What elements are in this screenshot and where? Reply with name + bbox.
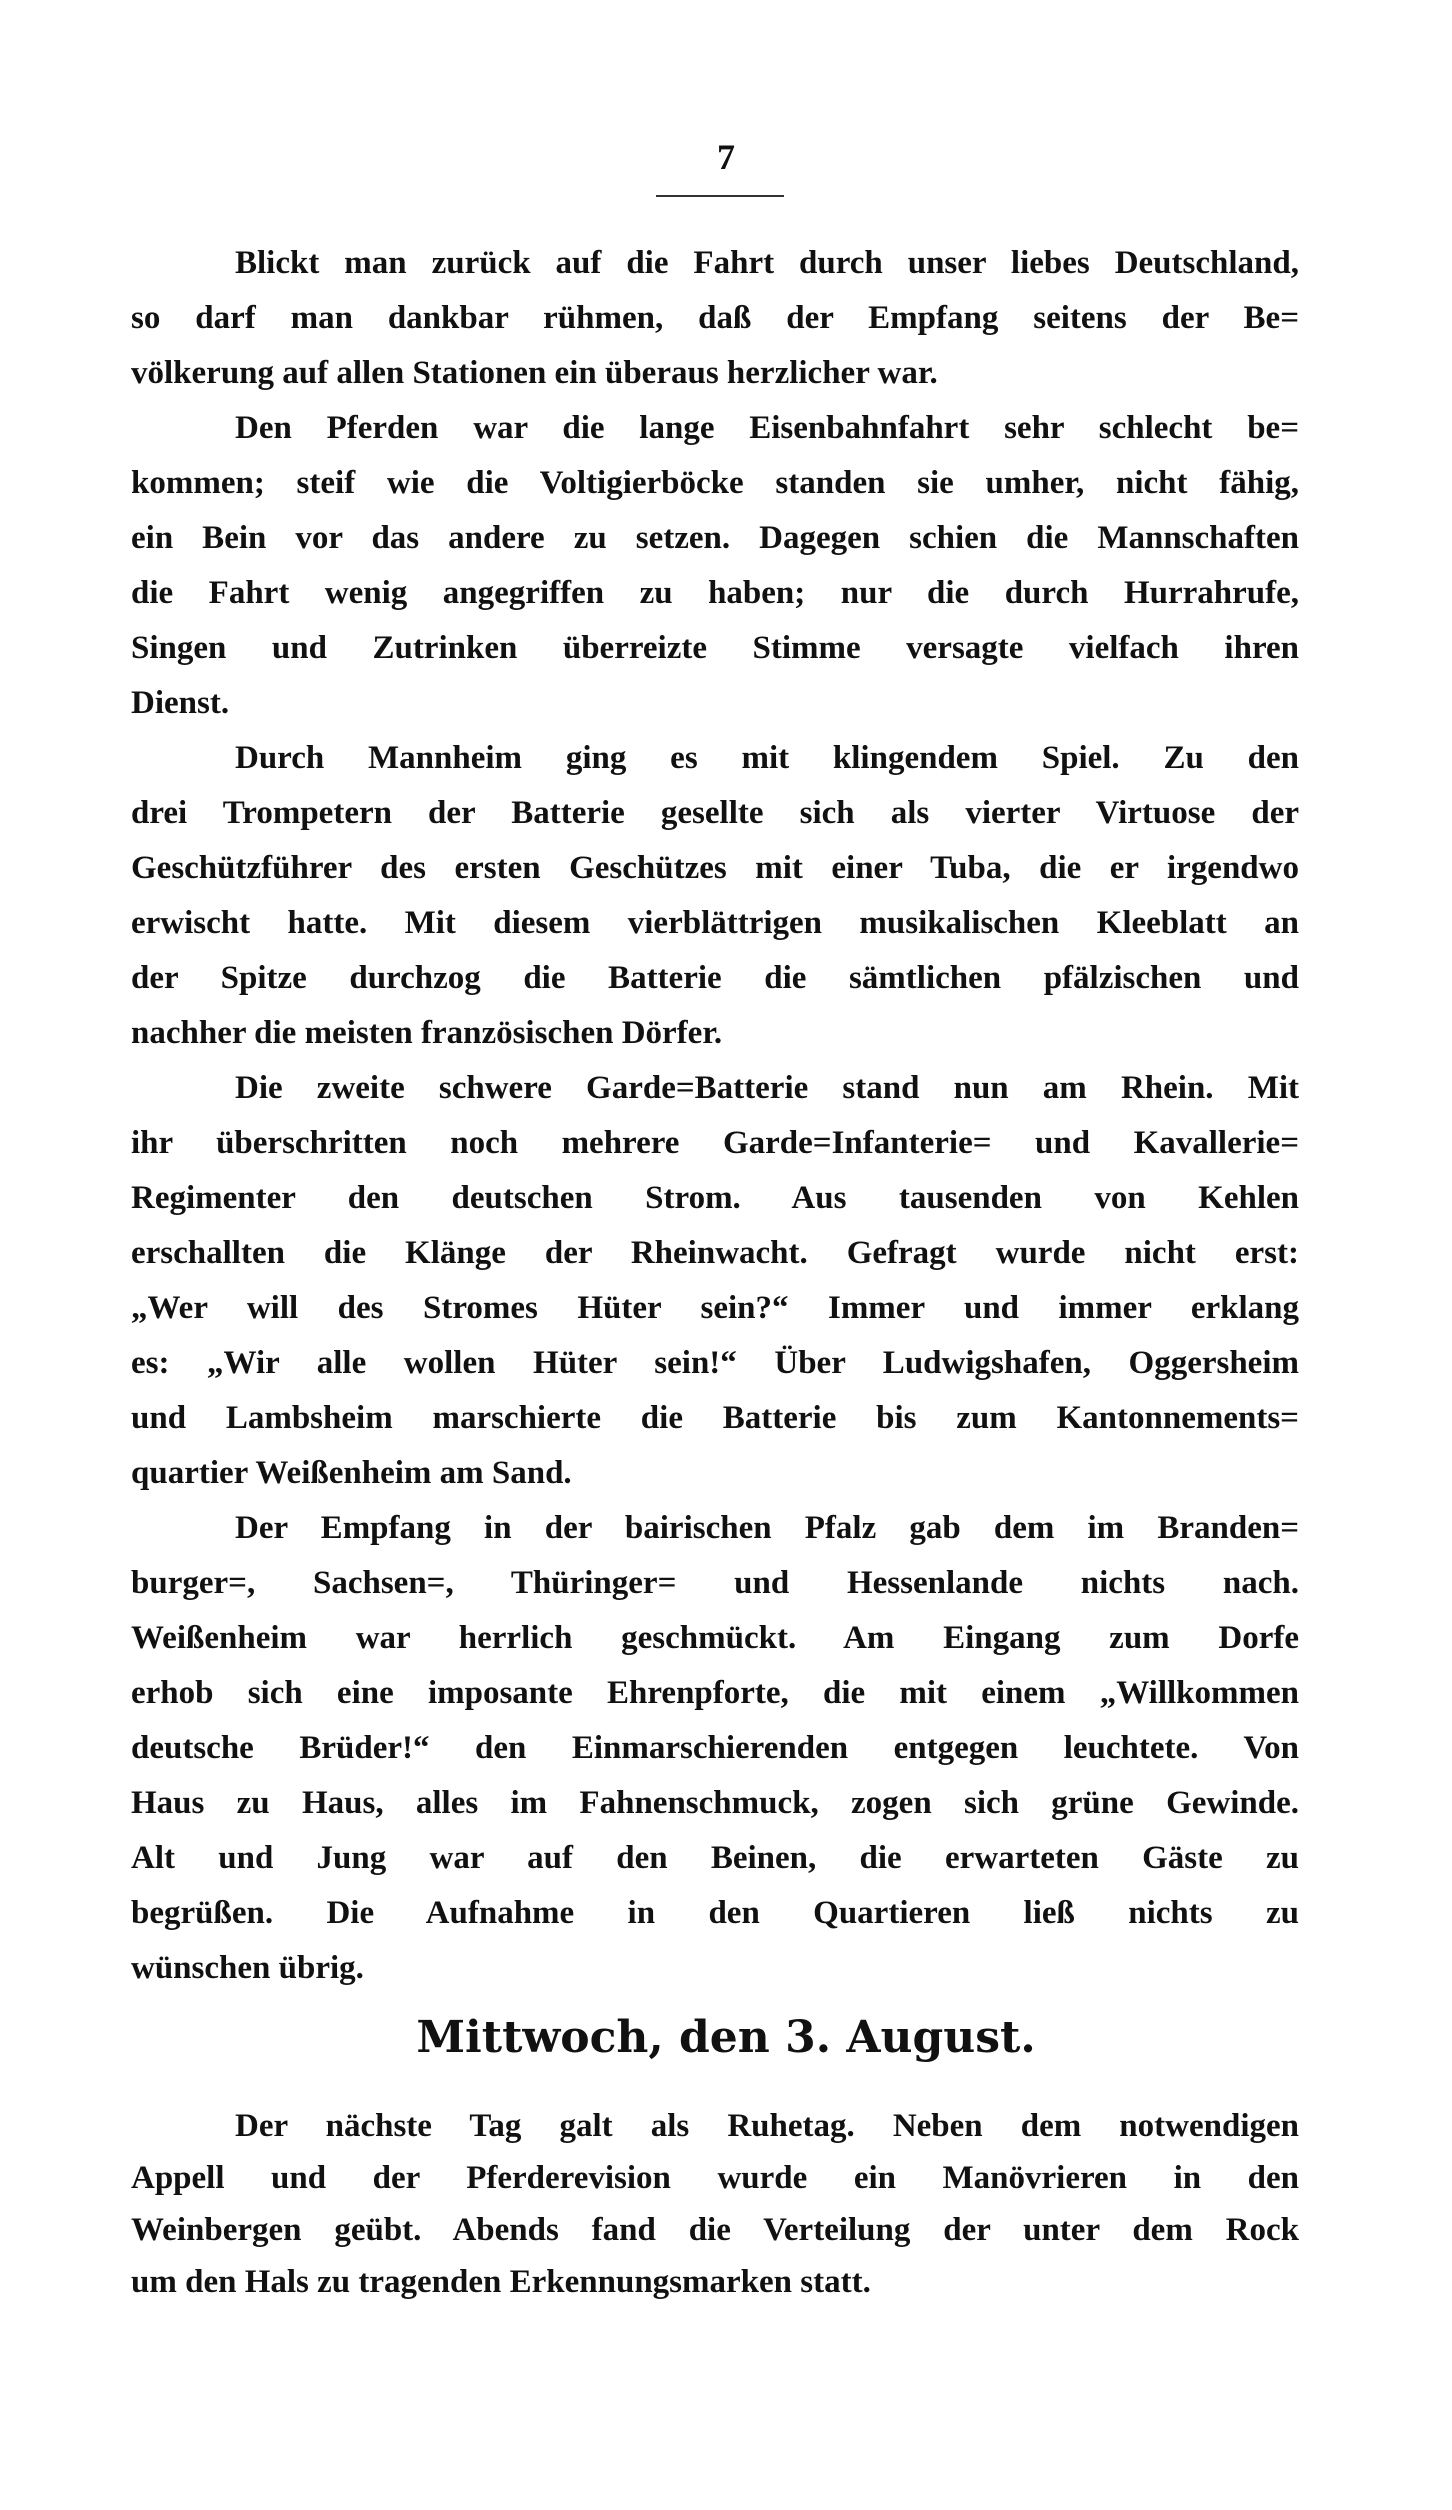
text-line: „Wer will des Stromes Hüter sein?“ Immer und immer erklang [131, 1290, 1299, 1326]
text-line: der Spitze durchzog die Batterie die sämtlichen pfälzischen und [131, 960, 1299, 996]
text-line: Den Pferden war die lange Eisenbahnfahrt sehr schlecht be= [235, 410, 1299, 446]
text-line: Weinbergen geübt. Abends fand die Verteilung der unter dem Rock [131, 2212, 1299, 2248]
text-line: Die zweite schwere Garde=Batterie stand nun am Rhein. Mit [235, 1070, 1299, 1106]
paragraph [131, 236, 1299, 401]
body-text [131, 236, 1299, 1996]
paragraph [131, 731, 1299, 1061]
text-line: erhob sich eine imposante Ehrenpforte, die mit einem „Willkommen [131, 1675, 1299, 1711]
section-text [131, 2100, 1299, 2308]
text-line: um den Hals zu tragenden Erkennungsmarken statt. [131, 2264, 871, 2300]
text-line: kommen; steif wie die Voltigierböcke standen sie umher, nicht fähig, [131, 465, 1299, 501]
text-line: Alt und Jung war auf den Beinen, die erwarteten Gäste zu [131, 1840, 1299, 1876]
text-line: völkerung auf allen Stationen ein überaus herzlicher war. [131, 355, 938, 391]
text-line: und Lambsheim marschierte die Batterie bis zum Kantonnements= [131, 1400, 1299, 1436]
section-heading: Mittwoch, den 3. August. [416, 2012, 1036, 2063]
text-line: burger=, Sachsen=, Thüringer= und Hessenlande nichts nach. [131, 1565, 1299, 1601]
text-line: ein Bein vor das andere zu setzen. Dagegen schien die Mannschaften [131, 520, 1299, 556]
text-line: so darf man dankbar rühmen, daß der Empfang seitens der Be= [131, 300, 1299, 336]
text-line: nachher die meisten französischen Dörfer. [131, 1015, 723, 1051]
text-line: erschallten die Klänge der Rheinwacht. Gefragt wurde nicht erst: [131, 1235, 1299, 1271]
text-line: Geschützführer des ersten Geschützes mit einer Tuba, die er irgendwo [131, 850, 1299, 886]
text-line: Dienst. [131, 685, 230, 721]
text-line: die Fahrt wenig angegriffen zu haben; nur die durch Hurrahrufe, [131, 575, 1299, 611]
paragraph [131, 401, 1299, 731]
text-line: Haus zu Haus, alles im Fahnenschmuck, zogen sich grüne Gewinde. [131, 1785, 1299, 1821]
text-line: deutsche Brüder!“ den Einmarschierenden entgegen leuchtete. Von [131, 1730, 1299, 1766]
text-line: Weißenheim war herrlich geschmückt. Am Eingang zum Dorfe [131, 1620, 1299, 1656]
text-line: begrüßen. Die Aufnahme in den Quartieren ließ nichts zu [131, 1895, 1299, 1931]
text-line: Der nächste Tag galt als Ruhetag. Neben dem notwendigen [235, 2108, 1299, 2144]
text-line: Durch Mannheim ging es mit klingendem Spiel. Zu den [235, 740, 1299, 776]
page-number: 7 [717, 137, 735, 177]
text-line: Der Empfang in der bairischen Pfalz gab dem im Branden= [235, 1510, 1299, 1546]
text-line: quartier Weißenheim am Sand. [131, 1455, 572, 1491]
text-line: ihr überschritten noch mehrere Garde=Infanterie= und Kavallerie= [131, 1125, 1299, 1161]
paragraph [131, 1501, 1299, 1996]
paragraph [131, 1061, 1299, 1501]
paragraph [131, 2100, 1299, 2308]
text-line: wünschen übrig. [131, 1950, 364, 1986]
text-line: Singen und Zutrinken überreizte Stimme versagte vielfach ihren [131, 630, 1299, 666]
text-line: erwischt hatte. Mit diesem vierblättrigen musikalischen Kleeblatt an [131, 905, 1299, 941]
text-line: Blickt man zurück auf die Fahrt durch unser liebes Deutschland, [235, 245, 1299, 281]
text-line: Regimenter den deutschen Strom. Aus tausenden von Kehlen [131, 1180, 1299, 1216]
text-line: es: „Wir alle wollen Hüter sein!“ Über Ludwigshafen, Oggersheim [131, 1345, 1299, 1381]
header-rule [656, 195, 784, 197]
text-line: drei Trompetern der Batterie gesellte sich als vierter Virtuose der [131, 795, 1299, 831]
text-line: Appell und der Pferderevision wurde ein Manövrieren in den [131, 2160, 1299, 2196]
